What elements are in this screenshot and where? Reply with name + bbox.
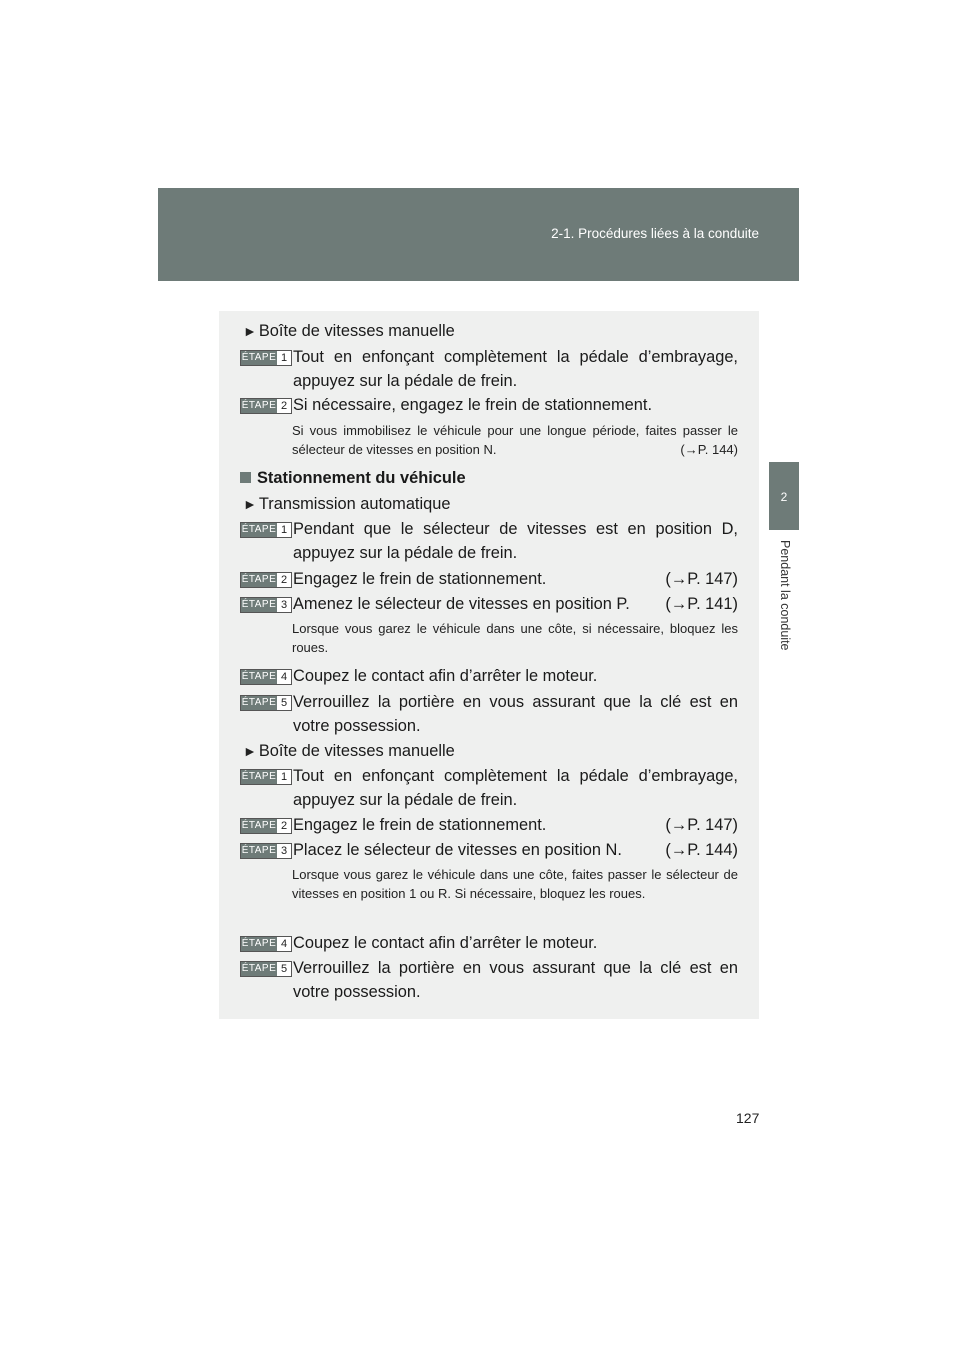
step-badge-label: ÉTAPE bbox=[241, 574, 277, 585]
step-badge-label: ÉTAPE bbox=[241, 697, 277, 708]
step-badge-label: ÉTAPE bbox=[241, 938, 277, 949]
step-item bbox=[240, 592, 738, 616]
step-text bbox=[293, 592, 738, 616]
step-item bbox=[240, 517, 738, 565]
automatic-heading bbox=[243, 492, 741, 516]
step-badge bbox=[240, 522, 292, 538]
step-text: Verrouillez la portière en vous assurant que la clé est en votre possession. bbox=[293, 693, 738, 735]
arrow-right-icon: ► bbox=[243, 496, 257, 512]
chapter-label: Pendant la conduite bbox=[778, 540, 792, 651]
header-bar bbox=[158, 188, 799, 281]
step-number: 2 bbox=[277, 573, 291, 587]
step-text: Tout en enfonçant complètement la pédale d’embrayage, appuyez sur la pédale de frein. bbox=[293, 767, 738, 809]
step-badge-label: ÉTAPE bbox=[241, 400, 277, 411]
step-badge bbox=[240, 398, 292, 414]
step-text-content: Amenez le sélecteur de vitesses en position P. bbox=[293, 595, 630, 613]
step-text bbox=[293, 567, 738, 591]
step-number: 5 bbox=[277, 696, 291, 710]
step-text: Tout en enfonçant complètement la pédale d’embrayage, appuyez sur la pédale de frein. bbox=[293, 348, 738, 390]
step-badge bbox=[240, 597, 292, 613]
step-text: Coupez le contact afin d’arrêter le moteur. bbox=[293, 934, 598, 952]
step-number: 4 bbox=[277, 937, 291, 951]
manual-heading-text: Boîte de vitesses manuelle bbox=[258, 322, 455, 340]
chapter-tab bbox=[769, 462, 799, 530]
step-item bbox=[240, 931, 738, 955]
step-badge-label: ÉTAPE bbox=[241, 963, 277, 974]
step-text: Si nécessaire, engagez le frein de stationnement. bbox=[293, 396, 652, 414]
step-text bbox=[293, 838, 738, 862]
step-badge bbox=[240, 936, 292, 952]
step-number: 1 bbox=[277, 351, 291, 365]
step-item bbox=[240, 956, 738, 1004]
section-heading-text: Stationnement du véhicule bbox=[257, 469, 466, 487]
section-title: 2-1. Procédures liées à la conduite bbox=[551, 226, 759, 241]
step-item bbox=[240, 690, 738, 738]
page-reference: (→P. 141) bbox=[665, 595, 738, 613]
step-number: 1 bbox=[277, 770, 291, 784]
step-item bbox=[240, 345, 738, 393]
section-heading bbox=[240, 466, 466, 490]
step-note: Lorsque vous garez le véhicule dans une côte, faites passer le sélecteur de vitesses en position 1 ou R. Si nécessaire, bloquez les roues. bbox=[292, 867, 738, 901]
step-number: 3 bbox=[277, 598, 291, 612]
step-badge-label: ÉTAPE bbox=[241, 845, 277, 856]
step-text-content: Engagez le frein de stationnement. bbox=[293, 816, 547, 834]
step-badge-label: ÉTAPE bbox=[241, 671, 277, 682]
step-badge-label: ÉTAPE bbox=[241, 599, 277, 610]
page-reference: (→P. 144) bbox=[665, 841, 738, 859]
step-item bbox=[240, 813, 738, 837]
step-badge bbox=[240, 572, 292, 588]
arrow-right-icon: ► bbox=[243, 323, 257, 339]
square-bullet-icon bbox=[240, 472, 251, 483]
note-text: Si vous immobilisez le véhicule pour une longue période, faites passer le sélecteur de vitesses en position N. bbox=[292, 423, 738, 457]
step-badge bbox=[240, 769, 292, 785]
step-badge-label: ÉTAPE bbox=[241, 820, 277, 831]
arrow-right-icon: ► bbox=[243, 743, 257, 759]
step-number: 1 bbox=[277, 523, 291, 537]
step-item bbox=[240, 838, 738, 862]
step-item bbox=[240, 664, 738, 688]
step-badge-label: ÉTAPE bbox=[241, 771, 277, 782]
step-number: 2 bbox=[277, 399, 291, 413]
step-text-content: Placez le sélecteur de vitesses en position N. bbox=[293, 841, 622, 859]
step-number: 4 bbox=[277, 670, 291, 684]
chapter-number: 2 bbox=[780, 490, 788, 504]
step-badge bbox=[240, 669, 292, 685]
step-badge bbox=[240, 818, 292, 834]
manual-heading bbox=[243, 319, 741, 343]
step-note bbox=[292, 421, 738, 459]
step-badge bbox=[240, 350, 292, 366]
step-number: 5 bbox=[277, 962, 291, 976]
step-text bbox=[293, 813, 738, 837]
page-number: 127 bbox=[736, 1110, 760, 1126]
step-text: Pendant que le sélecteur de vitesses est en position D, appuyez sur la pédale de frein. bbox=[293, 520, 738, 562]
step-note: Lorsque vous garez le véhicule dans une côte, si nécessaire, bloquez les roues. bbox=[292, 621, 738, 655]
page-reference: (→P. 147) bbox=[665, 570, 738, 588]
step-item bbox=[240, 393, 738, 417]
manual-heading bbox=[243, 739, 741, 763]
step-badge-label: ÉTAPE bbox=[241, 524, 277, 535]
page-reference: (→P. 144) bbox=[680, 442, 738, 457]
step-number: 2 bbox=[277, 819, 291, 833]
step-item bbox=[240, 764, 738, 812]
step-text: Coupez le contact afin d’arrêter le moteur. bbox=[293, 667, 598, 685]
step-badge-label: ÉTAPE bbox=[241, 352, 277, 363]
step-badge bbox=[240, 961, 292, 977]
step-badge bbox=[240, 695, 292, 711]
step-text: Verrouillez la portière en vous assurant que la clé est en votre possession. bbox=[293, 959, 738, 1001]
step-item bbox=[240, 567, 738, 591]
automatic-heading-text: Transmission automatique bbox=[258, 495, 451, 513]
step-badge bbox=[240, 843, 292, 859]
step-text-content: Engagez le frein de stationnement. bbox=[293, 570, 547, 588]
page-reference: (→P. 147) bbox=[665, 816, 738, 834]
manual-heading-text: Boîte de vitesses manuelle bbox=[258, 742, 455, 760]
step-number: 3 bbox=[277, 844, 291, 858]
